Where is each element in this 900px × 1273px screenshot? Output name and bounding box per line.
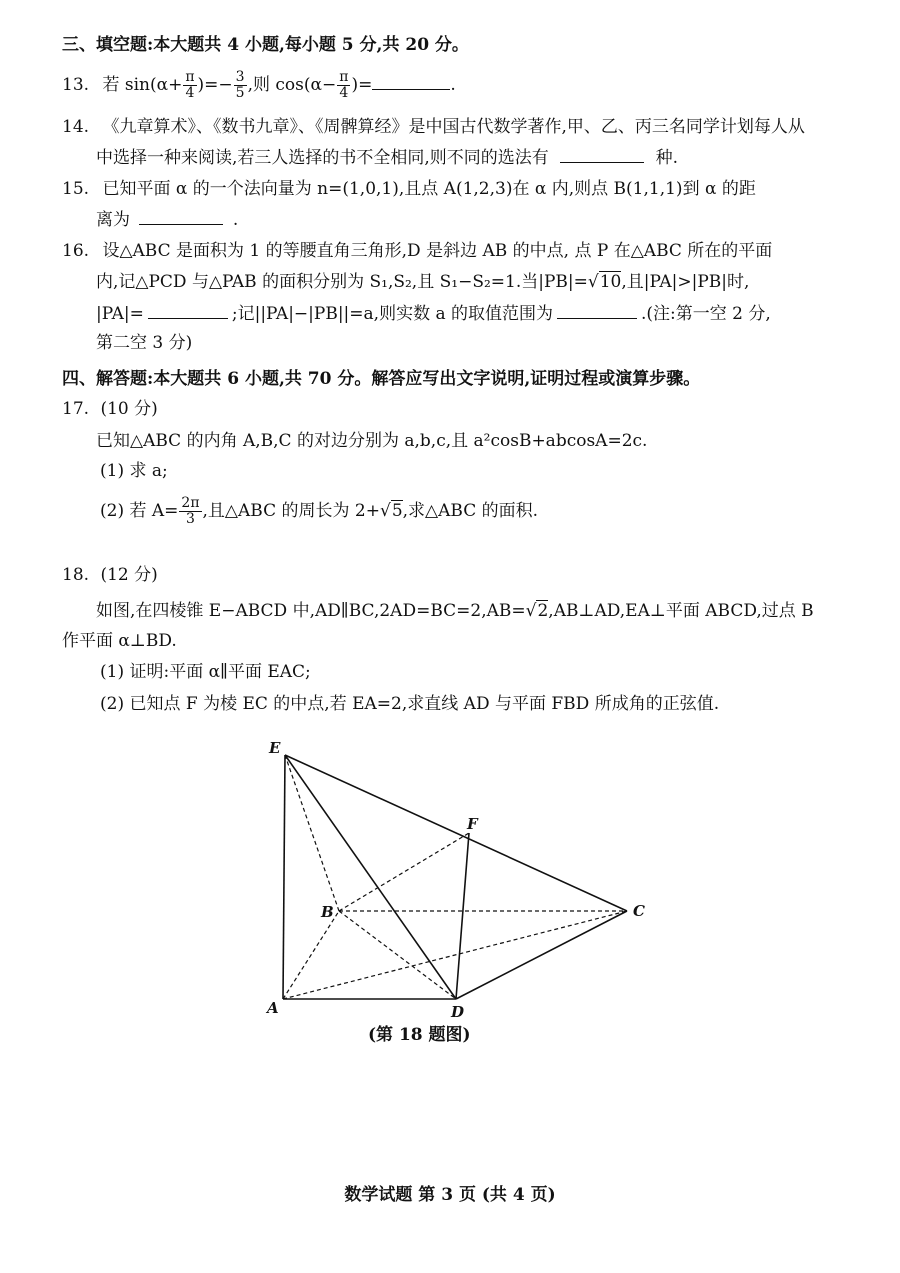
q16-answer-blank-1 bbox=[148, 302, 228, 319]
q13-mid: )=− bbox=[197, 75, 233, 95]
question-15-line1 bbox=[62, 178, 756, 200]
q15-line2-post: . bbox=[232, 210, 239, 230]
q17-sqrt5: 5 bbox=[391, 501, 403, 521]
edge-DC bbox=[456, 911, 627, 999]
q14-line2-pre: 中选择一种来阅读,若三人选择的书不全相同,则不同的选法有 bbox=[96, 148, 549, 168]
q17-score: (10 分) bbox=[100, 399, 158, 419]
q13-number: 13. bbox=[62, 75, 90, 95]
q15-line2-pre: 离为 bbox=[96, 210, 130, 230]
q13-mid2: ,则 cos(α− bbox=[247, 75, 337, 95]
q17-stem: 已知△ABC 的内角 A,B,C 的对边分别为 a,b,c,且 a²cosB+abcosA=2c. bbox=[96, 431, 648, 451]
edge-BF bbox=[339, 833, 469, 911]
edge-FD bbox=[456, 833, 469, 999]
q13-frac-pi4b: $\frac{\pi}{4}$ bbox=[339, 69, 349, 101]
q16-line2-post: ,且|PA|>|PB|时, bbox=[621, 272, 750, 292]
section3-header: 三、填空题:本大题共 4 小题,每小题 5 分,共 20 分。 bbox=[62, 35, 469, 55]
section4-header: 四、解答题:本大题共 6 小题,共 70 分。解答应写出文字说明,证明过程或演算步骤。 bbox=[62, 369, 701, 389]
label-E: E bbox=[269, 739, 281, 757]
q16-answer-blank-2 bbox=[557, 302, 637, 319]
edge-EC bbox=[285, 755, 627, 911]
q16-sqrt10: 10 bbox=[599, 272, 622, 292]
question-16-line3 bbox=[96, 302, 771, 325]
pyramid-figure bbox=[255, 735, 675, 1017]
label-A: A bbox=[267, 999, 279, 1017]
question-17-header bbox=[62, 398, 158, 420]
q15-number: 15. bbox=[62, 179, 90, 199]
page-footer: 数学试题 第 3 页 (共 4 页) bbox=[344, 1185, 556, 1205]
q17-part2-post: ,求△ABC 的面积. bbox=[402, 501, 539, 521]
q18-stem1-post: ,AB⊥AD,EA⊥平面 ABCD,过点 B bbox=[548, 601, 814, 621]
edge-EA bbox=[283, 755, 285, 999]
q18-stem1-pre: 如图,在四棱锥 E−ABCD 中,AD∥BC,2AD=BC=2,AB= bbox=[96, 601, 526, 621]
q18-score: (12 分) bbox=[100, 565, 158, 585]
q16-line4: 第二空 3 分) bbox=[96, 333, 193, 353]
q16-line3-pre: |PA|= bbox=[96, 304, 144, 324]
edge-BD bbox=[339, 911, 456, 999]
question-13 bbox=[62, 70, 456, 101]
q17-part2-pre: (2) 若 A= bbox=[100, 501, 179, 521]
label-F: F bbox=[467, 815, 478, 833]
label-D: D bbox=[451, 1003, 465, 1017]
q15-line1: 已知平面 α 的一个法向量为 n=(1,0,1),且点 A(1,2,3)在 α 内,则点 B(1,1,1)到 α 的距 bbox=[102, 179, 756, 199]
question-14-line2 bbox=[96, 146, 678, 169]
q13-frac-35: $\frac{3}{5}$ bbox=[235, 69, 245, 101]
question-15-line2 bbox=[96, 208, 238, 231]
q16-line3-mid: ;记||PA|−|PB||=a,则实数 a 的取值范围为 bbox=[231, 304, 554, 324]
label-B: B bbox=[321, 903, 334, 921]
q16-line3-post: .(注:第一空 2 分, bbox=[641, 304, 771, 324]
q13-end: )= bbox=[351, 75, 373, 95]
edge-ED bbox=[285, 755, 456, 999]
question-16-line1 bbox=[62, 240, 772, 262]
edge-EB bbox=[285, 755, 339, 911]
q13-tail: . bbox=[450, 75, 456, 95]
q18-number: 18. bbox=[62, 565, 90, 585]
q14-line2-post: 种. bbox=[655, 148, 679, 168]
q16-line2-pre: 内,记△PCD 与△PAB 的面积分别为 S₁,S₂,且 S₁−S₂=1.当|PB|= bbox=[96, 272, 588, 292]
q17-number: 17. bbox=[62, 399, 90, 419]
q13-frac-pi4: $\frac{\pi}{4}$ bbox=[185, 69, 195, 101]
q18-sqrt2: 2 bbox=[537, 601, 549, 621]
q17-part1: (1) 求 a; bbox=[100, 461, 168, 481]
q18-stem-line1: 如图,在四棱锥 E−ABCD 中,AD∥BC,2AD=BC=2,AB=√2,AB⊥AD,EA⊥平面 ABCD,过点 B bbox=[96, 601, 814, 621]
question-18-header bbox=[62, 564, 158, 586]
dashed-edges bbox=[283, 755, 627, 999]
question-16-line2: 内,记△PCD 与△PAB 的面积分别为 S₁,S₂,且 S₁−S₂=1.当|PB|=√10,且|PA|>|PB|时, bbox=[96, 272, 750, 292]
label-C: C bbox=[633, 902, 645, 920]
q17-part2: (2) 若 A= $\frac{2\pi}{3}$ ,且△ABC 的周长为 2+√5,求△ABC 的面积. bbox=[100, 495, 539, 527]
solid-edges bbox=[283, 755, 627, 999]
q13-answer-blank bbox=[372, 73, 450, 90]
q18-part2: (2) 已知点 F 为棱 EC 的中点,若 EA=2,求直线 AD 与平面 FBD 所成角的正弦值. bbox=[100, 694, 720, 714]
q13-pre: 若 sin(α+ bbox=[102, 75, 183, 95]
q17-part2-mid: ,且△ABC 的周长为 2+ bbox=[202, 501, 380, 521]
q14-line1: 《九章算术》、《数书九章》、《周髀算经》是中国古代数学著作,甲、乙、丙三名同学计划每人从 bbox=[102, 117, 805, 137]
q15-answer-blank bbox=[139, 208, 223, 225]
q14-number: 14. bbox=[62, 117, 90, 137]
q14-answer-blank bbox=[560, 146, 644, 163]
question-14-line1 bbox=[62, 116, 805, 138]
q16-number: 16. bbox=[62, 241, 90, 261]
edge-AC bbox=[283, 911, 627, 999]
figure-caption: (第 18 题图) bbox=[368, 1025, 471, 1045]
q18-stem-line2: 作平面 α⊥BD. bbox=[62, 631, 177, 651]
q18-part1: (1) 证明:平面 α∥平面 EAC; bbox=[100, 662, 311, 682]
q16-line1: 设△ABC 是面积为 1 的等腰直角三角形,D 是斜边 AB 的中点, 点 P 在△ABC 所在的平面 bbox=[102, 241, 773, 261]
q17-frac-2pi3: $\frac{2\pi}{3}$ bbox=[181, 495, 200, 527]
edge-AB bbox=[283, 911, 339, 999]
